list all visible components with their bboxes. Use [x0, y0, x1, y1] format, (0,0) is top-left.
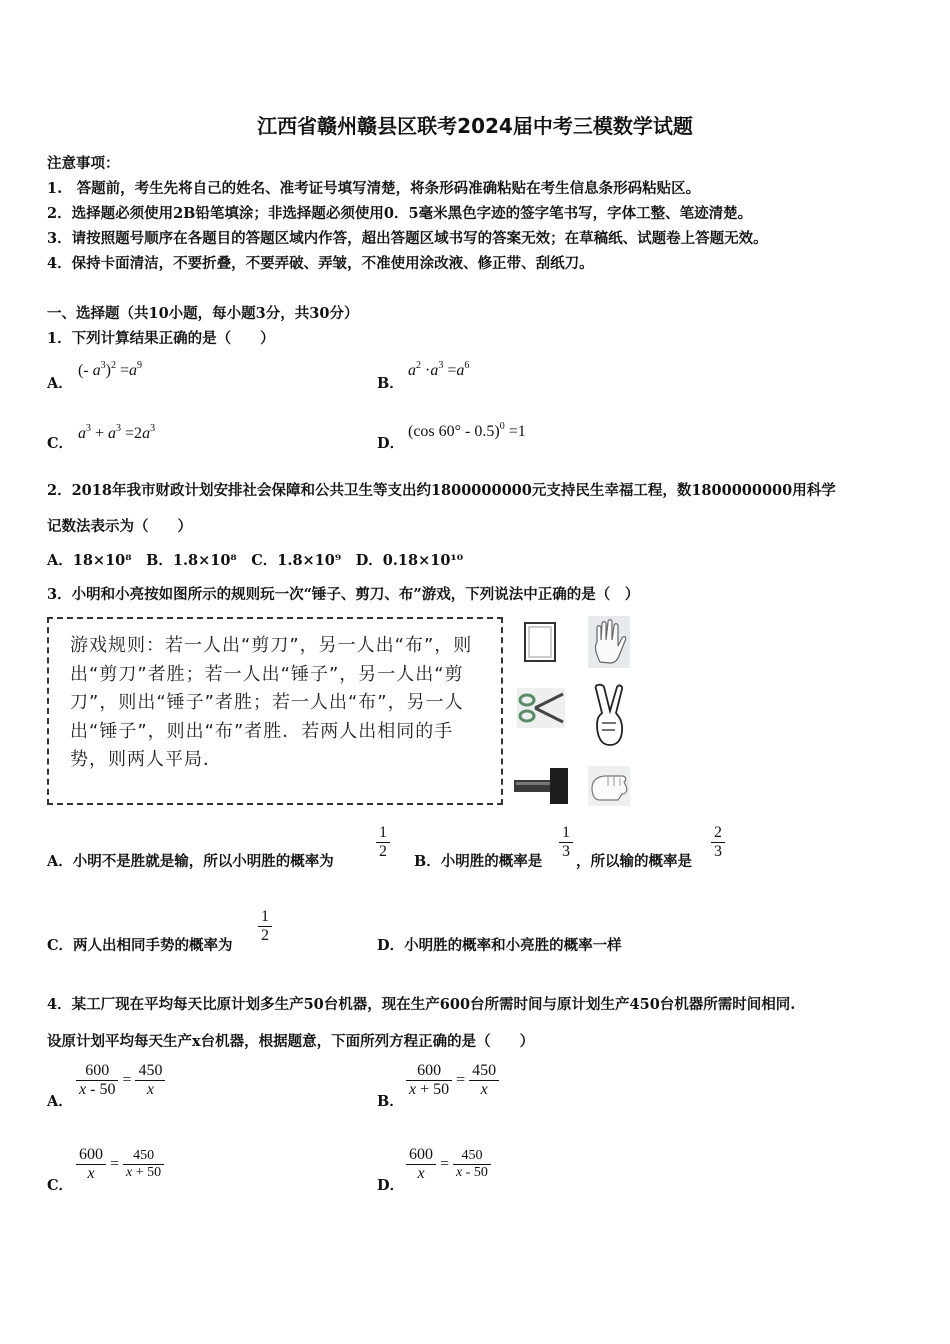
q3-stem: 3．小明和小亮按如图所示的规则玩一次“锤子、剪刀、布”游戏，下列说法中正确的是（ ） — [47, 586, 640, 603]
section-heading: 一、选择题（共10小题，每小题3分，共30分） — [47, 305, 359, 322]
q4-option-c-label: C． — [47, 1177, 74, 1194]
q2-stem-line2: 记数法表示为（ ） — [47, 518, 192, 535]
q1-option-a-expr: (- $a^3)^2 =a^9$ — [78, 360, 143, 379]
q3-option-d: D．小明胜的概率和小亮胜的概率一样 — [377, 937, 622, 954]
q1-option-c-expr: $a^3 + a^3 =2a^3$ — [78, 423, 156, 442]
q3-option-a-fraction: $\frac{1}{2}$ — [376, 824, 390, 861]
q2-options: A．18×10⁸ B．1.8×10⁸ C．1.8×10⁹ D．0.18×10¹⁰ — [47, 552, 464, 569]
q4-option-b-equation: $\frac{600}{x + 50}$ = $\frac{450}{x}$ — [406, 1062, 499, 1099]
scissors-icon — [517, 688, 565, 728]
q4-option-c-equation: $\frac{600}{x}$ = $\frac{450}{x + 50}$ — [76, 1146, 164, 1183]
page-title: 江西省赣州赣县区联考2024届中考三模数学试题 — [257, 114, 693, 138]
victory-hand-icon — [590, 683, 626, 749]
notice-item-4: 4．保持卡面清洁，不要折叠，不要弄破、弄皱，不准使用涂改液、修正带、刮纸刀。 — [47, 255, 594, 272]
q3-option-c: C．两人出相同手势的概率为 — [47, 937, 233, 954]
q4-option-a-equation: $\frac{600}{x - 50}$ = $\frac{450}{x}$ — [76, 1062, 165, 1099]
q2-stem-line1: 2．2018年我市财政计划安排社会保障和公共卫生等支出约1800000000元支持民生幸福工程，数1800000000用科学 — [47, 482, 836, 499]
fist-icon — [588, 766, 630, 806]
notice-item-3: 3．请按照题号顺序在各题目的答题区域内作答，超出答题区域书写的答案无效；在草稿纸、试题卷上答题无效。 — [47, 230, 768, 247]
q3-option-c-fraction: $\frac{1}{2}$ — [258, 908, 272, 945]
q4-option-a-label: A． — [47, 1093, 73, 1110]
q1-option-d-label: D． — [377, 435, 405, 452]
q4-option-d-label: D． — [377, 1177, 405, 1194]
q4-option-b-label: B． — [377, 1093, 404, 1110]
q3-option-a: A．小明不是胜就是输，所以小明胜的概率为 — [47, 853, 334, 870]
notice-item-2: 2．选择题必须使用2B铅笔填涂；非选择题必须使用0．5毫米黑色字迹的签字笔书写，字体工整、笔迹清楚。 — [47, 205, 753, 222]
paper-card-icon — [522, 620, 560, 666]
rules-text: 游戏规则：若一人出“剪刀”，另一人出“布”，则出“剪刀”者胜；若一人出“锤子”，另一人出“剪刀”，则出“锤子”者胜；若一人出“布”，另一人出“锤子”，则出“布”者胜．若两人出相同的手势，则两人平局． — [70, 635, 473, 770]
q1-option-a-label: A． — [47, 375, 73, 392]
q4-stem-line1: 4．某工厂现在平均每天比原计划多生产50台机器，现在生产600台所需时间与原计划生产450台机器所需时间相同. — [47, 996, 796, 1013]
q4-stem-line2: 设原计划平均每天生产x台机器，根据题意，下面所列方程正确的是（ ） — [47, 1033, 535, 1050]
q3-option-b-fraction-lose: $\frac{2}{3}$ — [711, 824, 725, 861]
q3-option-b-part2: ，所以输的概率是 — [576, 853, 692, 870]
q1-option-c-label: C． — [47, 435, 74, 452]
q1-option-b-expr: $a^2 \cdot a^3 =a^6$ — [408, 360, 470, 379]
q1-option-b-label: B． — [377, 375, 404, 392]
open-hand-icon — [588, 616, 630, 668]
hammer-icon — [514, 764, 572, 806]
q4-option-d-equation: $\frac{600}{x}$ = $\frac{450}{x - 50}$ — [406, 1146, 491, 1183]
notice-heading: 注意事项： — [47, 155, 120, 172]
q1-option-d-expr: (cos 60° - 0.5)$^0$ =1 — [408, 421, 526, 440]
q1-stem: 1．下列计算结果正确的是（ ） — [47, 330, 275, 347]
q3-option-b-part1: B．小明胜的概率是 — [414, 853, 543, 870]
q3-option-b-fraction-win: $\frac{1}{3}$ — [559, 824, 573, 861]
notice-item-1: 1. 答题前，考生先将自己的姓名、准考证号填写清楚，将条形码准确粘贴在考生信息条形码粘贴区。 — [47, 180, 701, 197]
